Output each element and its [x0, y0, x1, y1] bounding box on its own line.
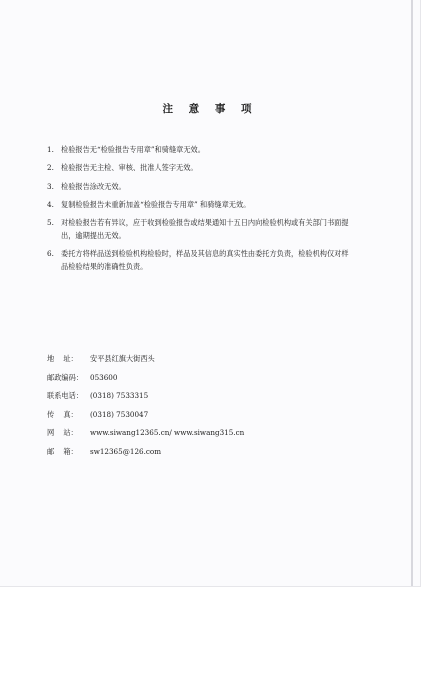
notice-text: 委托方将样品送到检验机构检验时，样品及其信息的真实性由委托方负责，检验机构仅对样品检验结果的准确性负责。 — [61, 249, 349, 272]
notice-number: 3. — [47, 181, 54, 191]
notice-text: 复制检验报告未重新加盖“检验报告专用章” 和骑缝章无效。 — [61, 199, 251, 209]
notice-number: 6. — [47, 249, 54, 259]
notice-number: 1. — [47, 145, 54, 154]
notice-item — [47, 143, 352, 156]
postcode-row — [47, 373, 367, 382]
notice-item — [47, 247, 352, 273]
website-label: 网 站： — [47, 428, 78, 438]
notice-text: 对检验报告若有异议，应于收到检验报告或结果通知十五日内向检验机构或有关部门书面提出，逾期提出无效。 — [61, 218, 349, 241]
phone-row — [47, 391, 367, 400]
contact-info — [47, 354, 367, 466]
notice-item — [47, 216, 352, 242]
website-row — [47, 428, 367, 437]
phone-label: 联系电话： — [47, 391, 83, 401]
postcode-value: 053600 — [90, 372, 118, 382]
phone-value: (0318) 7533315 — [90, 391, 149, 401]
notice-number: 4. — [47, 199, 54, 209]
notice-text: 检验报告无“检验报告专用章”和骑缝章无效。 — [61, 145, 205, 154]
fax-row — [47, 410, 367, 419]
address-label: 地 址： — [47, 354, 78, 363]
notice-text: 检验报告无主检、审核、批准人签字无效。 — [61, 163, 198, 173]
email-row — [47, 447, 367, 456]
notice-text: 检验报告涂改无效。 — [61, 181, 126, 191]
notice-number: 2. — [47, 163, 54, 173]
page-title: 注 意 事 项 — [162, 103, 258, 115]
fax-label: 传 真： — [47, 409, 78, 419]
notice-list — [47, 143, 352, 279]
fax-value: (0318) 7530047 — [90, 409, 149, 419]
scan-edge-shadow — [411, 0, 413, 586]
notice-number: 5. — [47, 218, 54, 228]
email-label: 邮 箱： — [47, 446, 78, 456]
address-row — [47, 354, 367, 363]
postcode-label: 邮政编码： — [47, 372, 83, 382]
notice-item — [47, 161, 352, 174]
address-value: 安平县红旗大街西头 — [90, 354, 155, 363]
notice-item — [47, 180, 352, 193]
email-value: sw12365@126.com — [90, 446, 162, 456]
notice-item — [47, 198, 352, 211]
website-value: www.siwang12365.cn/ www.siwang315.cn — [90, 428, 245, 438]
